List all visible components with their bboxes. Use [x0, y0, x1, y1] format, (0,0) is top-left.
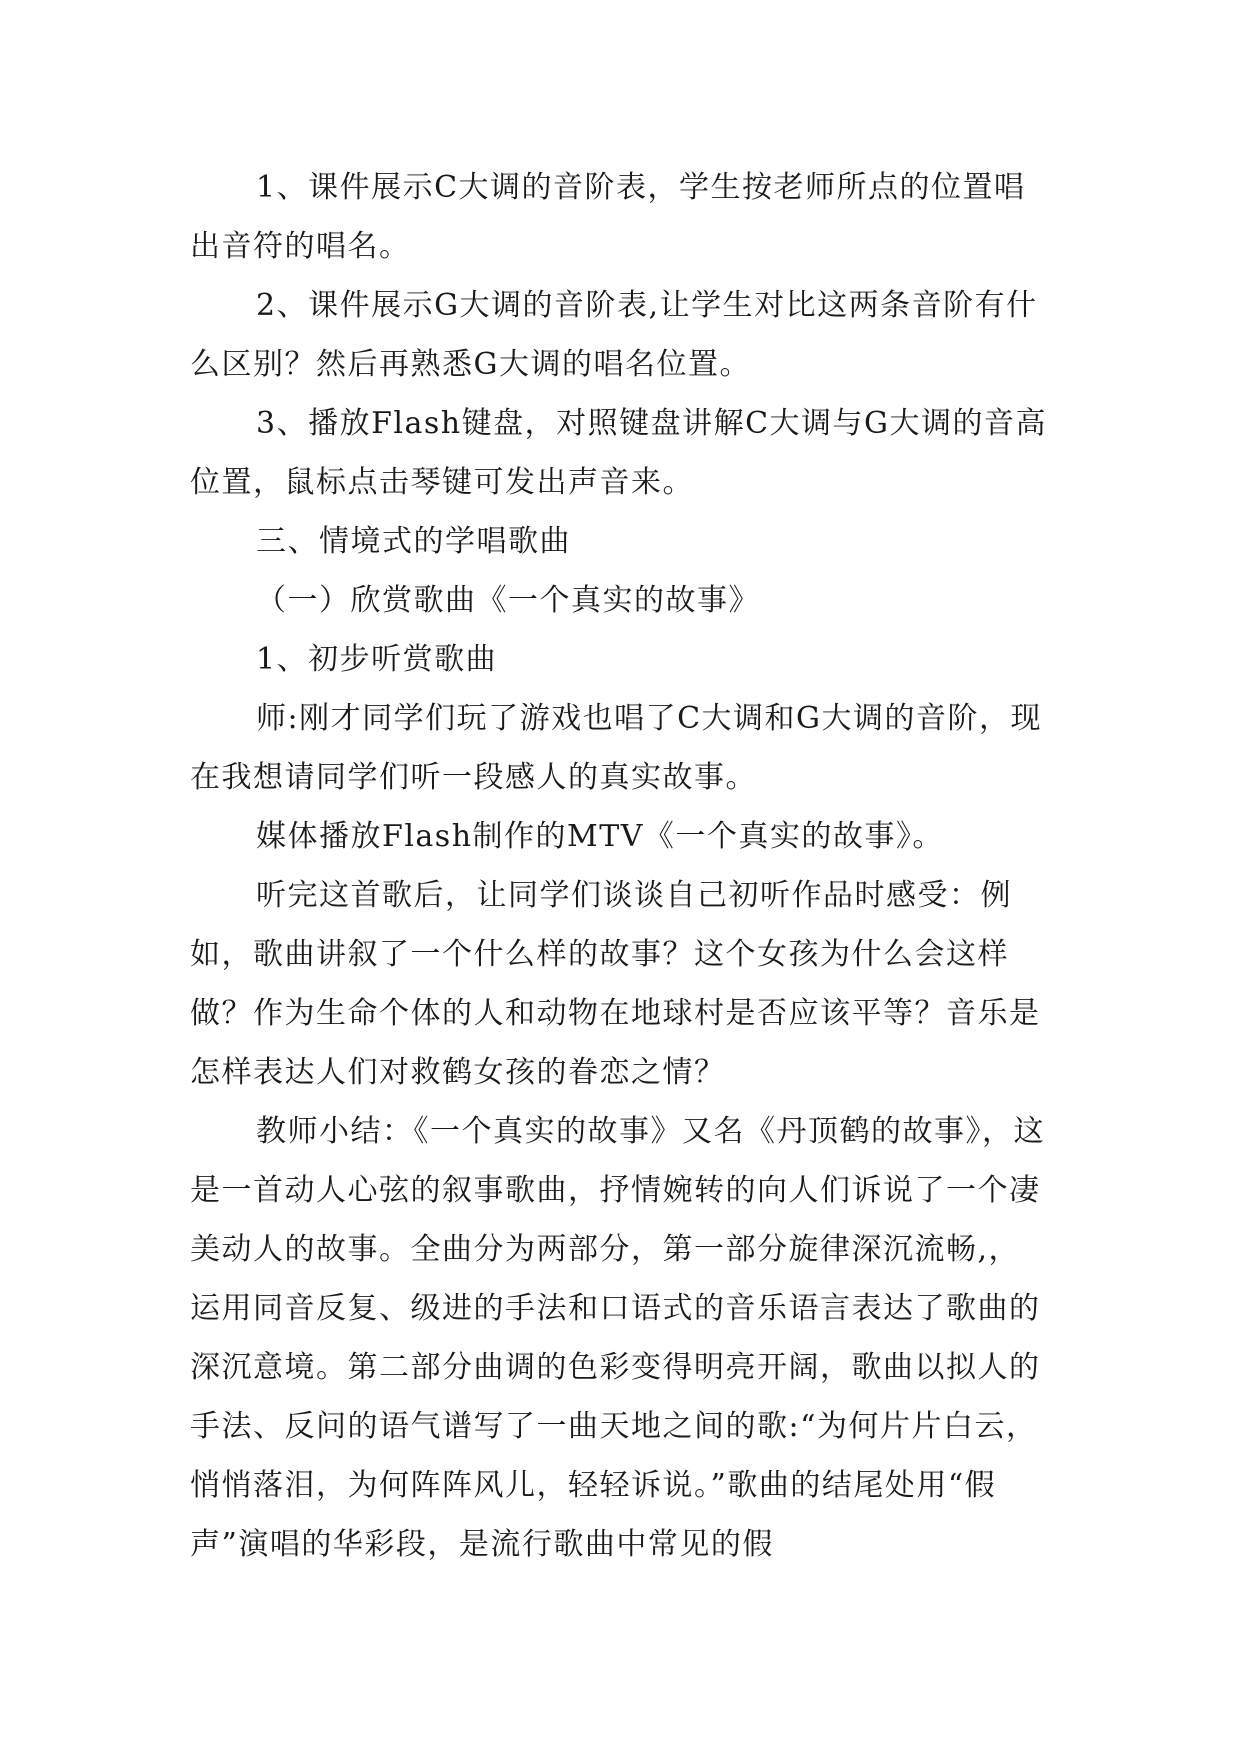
subsection-heading-appreciate-song: （一）欣赏歌曲《一个真实的故事》: [256, 583, 760, 618]
item-heading-first-listening: 1、初步听赏歌曲: [256, 642, 498, 677]
paragraph-media-play: 媒体播放Flash制作的MTV《一个真实的故事》。: [256, 819, 944, 854]
paragraph-step-2-g-major: 2、课件展示G大调的音阶表,让学生对比这两条音阶有什么区别？然后再熟悉G大调的唱名位置。: [190, 288, 1038, 382]
paragraph-teacher-summary: 教师小结：《一个真实的故事》又名《丹顶鹤的故事》，这是一首动人心弦的叙事歌曲，抒情婉转的向人们诉说了一个凄美动人的故事。全曲分为两部分，第一部分旋律深沉流畅,，运用同音反复、级进的手法和口语式的音乐语言表达了歌曲的深沉意境。第二部分曲调的色彩变得明亮开阔，歌曲以拟人的手法、反问的语气谱写了一曲天地之间的歌:“为何片片白云，悄悄落泪，为何阵阵风儿，轻轻诉说。”歌曲的结尾处用“假声”演唱的华彩段，是流行歌曲中常见的假: [190, 1114, 1045, 1562]
document-body: [190, 158, 1050, 1574]
paragraph-discussion: 听完这首歌后，让同学们谈谈自己初听作品时感受：例如，歌曲讲叙了一个什么样的故事？这个女孩为什么会这样做？作为生命个体的人和动物在地球村是否应该平等？音乐是怎样表达人们对救鹤女孩的眷恋之情？: [190, 878, 1041, 1090]
section-heading-learn-song: 三、情境式的学唱歌曲: [256, 524, 571, 559]
paragraph-step-3-flash-keyboard: 3、播放Flash键盘，对照键盘讲解C大调与G大调的音高位置，鼠标点击琴键可发出声音来。: [190, 406, 1048, 500]
paragraph-step-1-c-major: 1、课件展示C大调的音阶表，学生按老师所点的位置唱出音符的唱名。: [190, 170, 1026, 264]
paragraph-teacher-intro: 师:刚才同学们玩了游戏也唱了C大调和G大调的音阶，现在我想请同学们听一段感人的真实故事。: [190, 701, 1043, 795]
